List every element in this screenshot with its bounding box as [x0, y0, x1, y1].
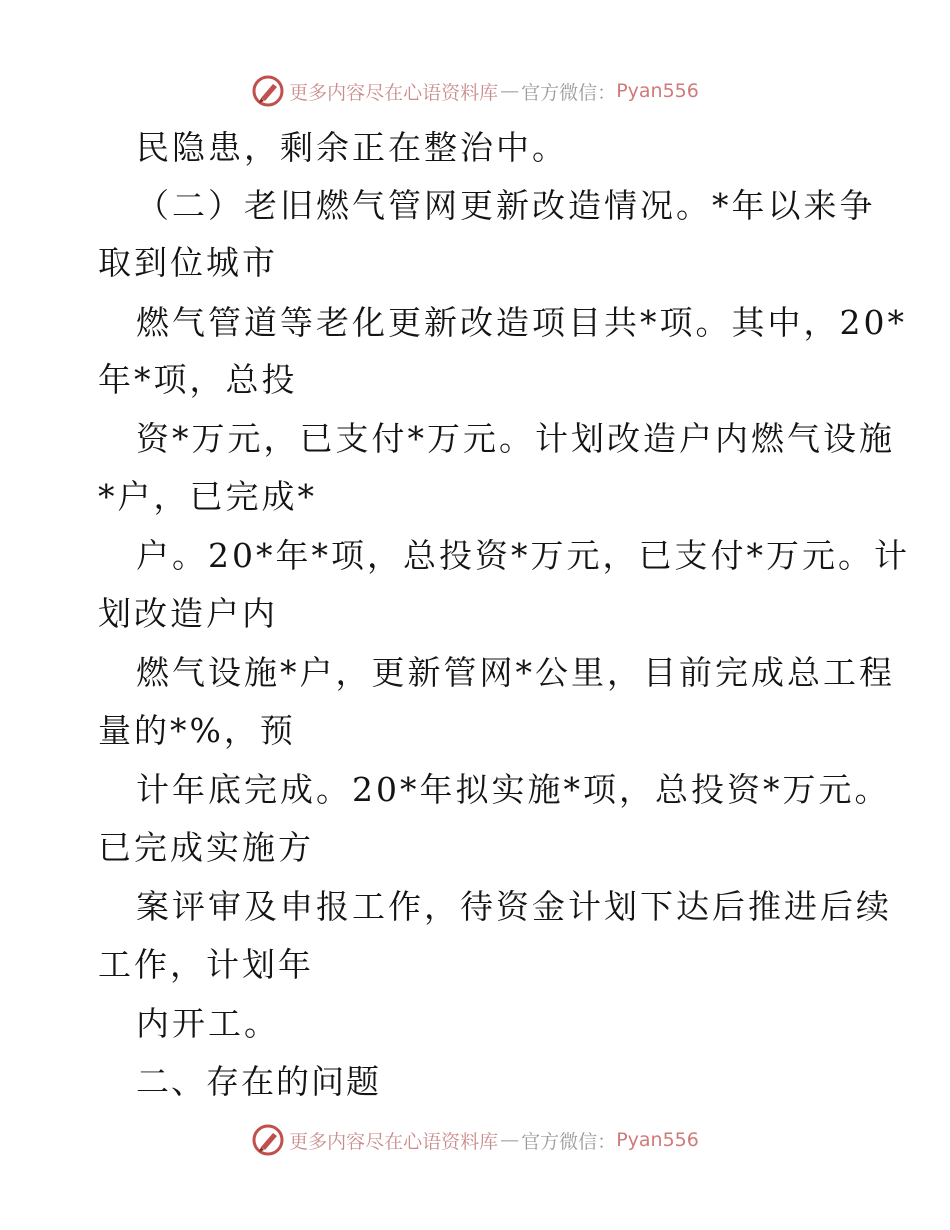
text-line: 年*项，总投 — [98, 360, 298, 399]
text-line: 民隐患，剩余正在整治中。 — [136, 128, 568, 167]
pen-logo-icon — [251, 1123, 285, 1157]
text-line: 工作，计划年 — [98, 945, 314, 984]
text-line: 取到位城市 — [98, 243, 278, 282]
watermark-sub-text: 官方微信： — [521, 1130, 617, 1153]
watermark-wechat-id: Pyan556 — [616, 80, 699, 102]
watermark-dash: — — [500, 80, 520, 102]
text-line: 划改造户内 — [98, 594, 278, 633]
section-heading: 二、存在的问题 — [136, 1062, 381, 1101]
section-heading-line: （二）老旧燃气管网更新改造情况。*年以来争 — [136, 186, 876, 225]
text-line: 计年底完成。20*年拟实施*项，总投资*万元。 — [136, 770, 891, 809]
text-line: 已完成实施方 — [98, 828, 314, 867]
text-line: 内开工。 — [136, 1004, 280, 1043]
watermark-main-text: 更多内容尽在心语资料库 — [289, 1130, 499, 1153]
text-line: *户，已完成* — [98, 477, 317, 516]
text-line: 燃气设施*户，更新管网*公里，目前完成总工程 — [136, 653, 895, 692]
text-line: 户。20*年*项，总投资*万元，已支付*万元。计 — [136, 536, 910, 575]
watermark-main-text: 更多内容尽在心语资料库 — [289, 81, 499, 104]
text-line: 量的*%，预 — [98, 711, 296, 750]
watermark-dash: — — [500, 1129, 520, 1151]
text-line: 资*万元，已支付*万元。计划改造户内燃气设施 — [136, 419, 895, 458]
text-line: 燃气管道等老化更新改造项目共*项。其中，20* — [136, 303, 907, 342]
text-line: 案评审及申报工作，待资金计划下达后推进后续 — [136, 887, 892, 926]
footer-watermark — [0, 1123, 950, 1157]
watermark-wechat-id: Pyan556 — [616, 1129, 699, 1151]
watermark-sub-text: 官方微信： — [521, 81, 617, 104]
